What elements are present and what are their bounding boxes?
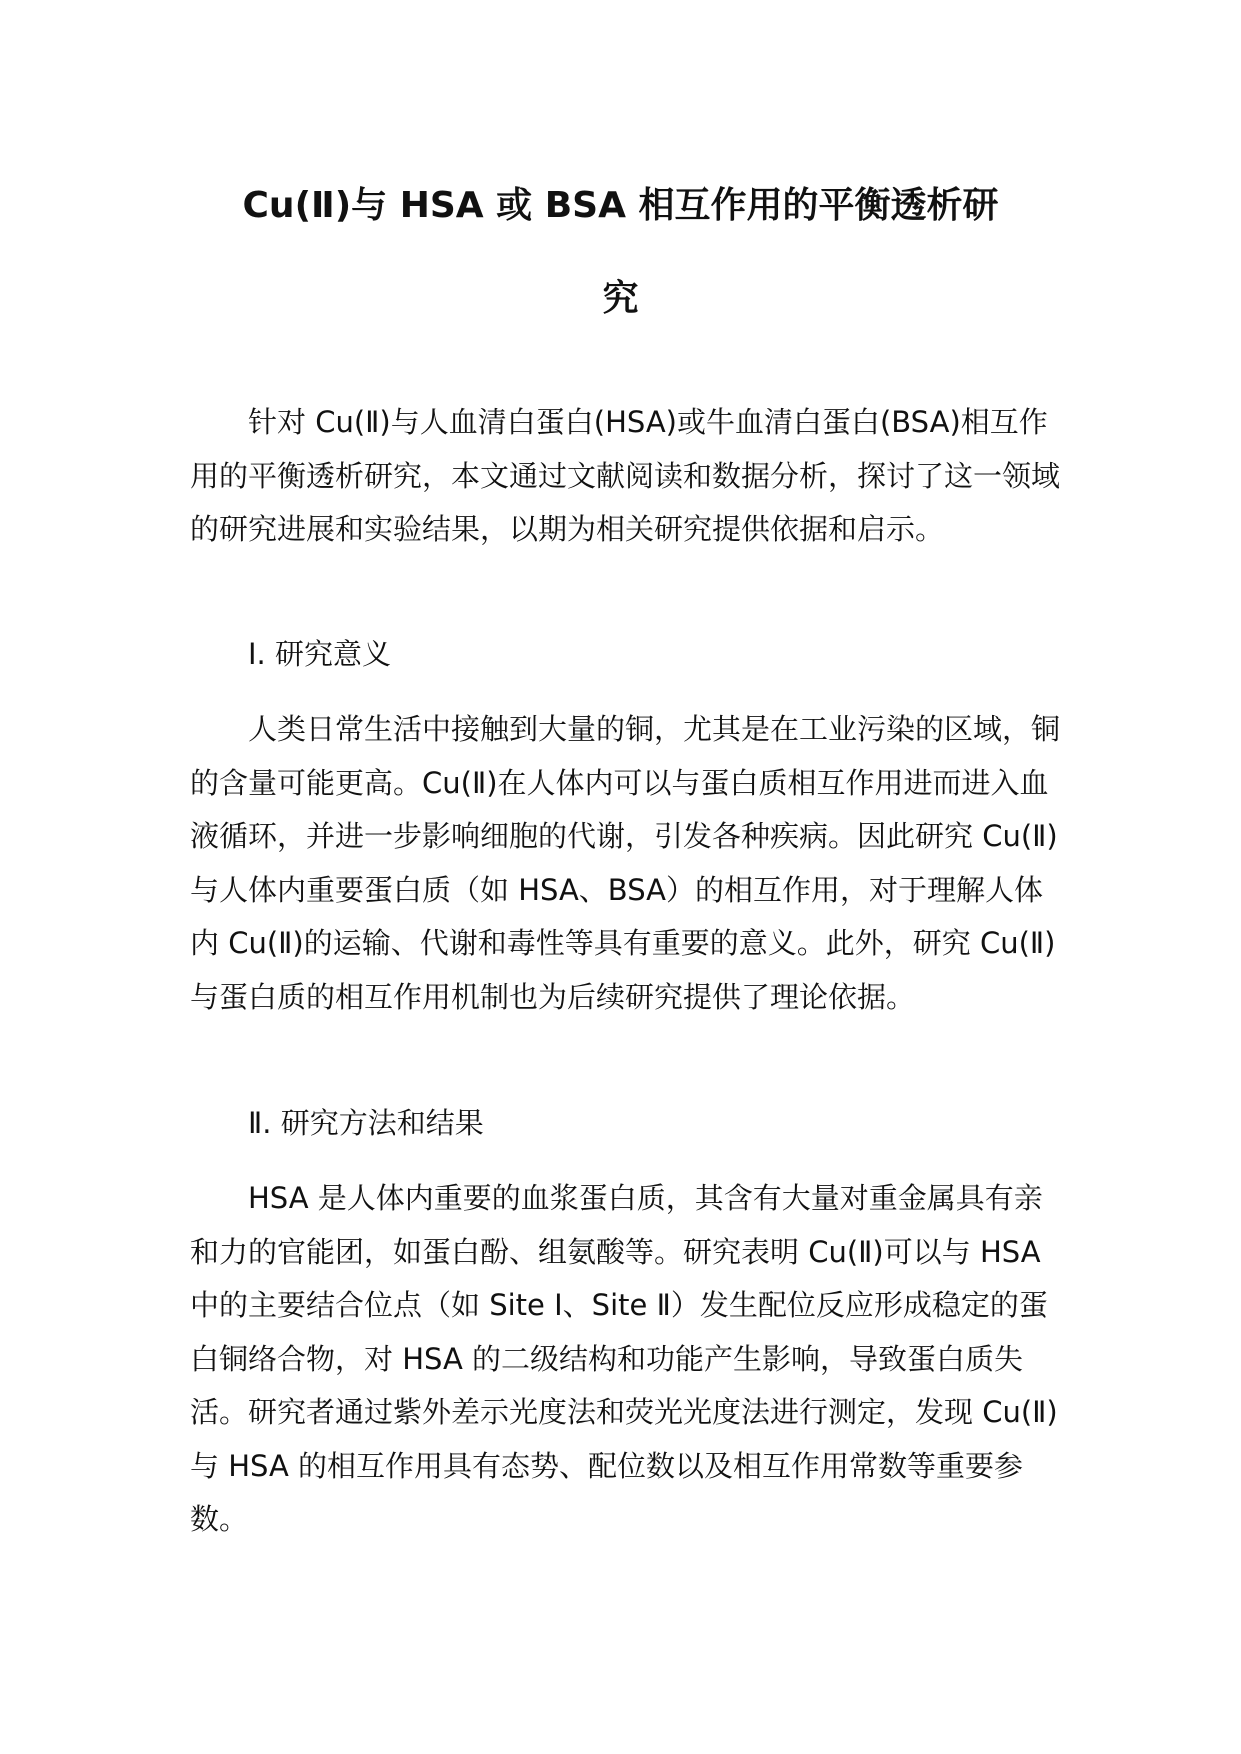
document-title-line-2: 究 (602, 278, 639, 319)
methods-results-paragraph: HSA 是人体内重要的血浆蛋白质，其含有大量对重金属具有亲和力的官能团，如蛋白酚、组氨酸等。研究表明 Cu(Ⅱ)可以与 HSA 中的主要结合位点（如 Site Ⅰ、Site Ⅱ）发生配位反应形成稳定的蛋白铜络合物，对 HSA 的二级结构和功能产生影响，导致蛋白质失活。研究者通过紫外差示光度法和荧光光度法进行测定，发现 Cu(Ⅱ)与 HSA 的相互作用具有态势、配位数以及相互作用常数等重要参数。 (190, 1181, 1058, 1536)
document-title-line-1: Cu(Ⅱ)与 HSA 或 BSA 相互作用的平衡透析研 (242, 185, 999, 226)
significance-paragraph: 人类日常生活中接触到大量的铜，尤其是在工业污染的区域，铜的含量可能更高。Cu(Ⅱ)在人体内可以与蛋白质相互作用进而进入血液循环，并进一步影响细胞的代谢，引发各种疾病。因此研究 Cu(Ⅱ)与人体内重要蛋白质（如 HSA、BSA）的相互作用，对于理解人体内 Cu(Ⅱ)的运输、代谢和毒性等具有重要的意义。此外，研究 Cu(Ⅱ)与蛋白质的相互作用机制也为后续研究提供了理论依据。 (190, 712, 1061, 1014)
section-heading-methods-results: Ⅱ. 研究方法和结果 (248, 1106, 484, 1140)
section-heading-significance: Ⅰ. 研究意义 (248, 637, 391, 671)
intro-paragraph: 针对 Cu(Ⅱ)与人血清白蛋白(HSA)或牛血清白蛋白(BSA)相互作用的平衡透析研究，本文通过文献阅读和数据分析，探讨了这一领域的研究进展和实验结果，以期为相关研究提供依据和启示。 (190, 405, 1061, 546)
